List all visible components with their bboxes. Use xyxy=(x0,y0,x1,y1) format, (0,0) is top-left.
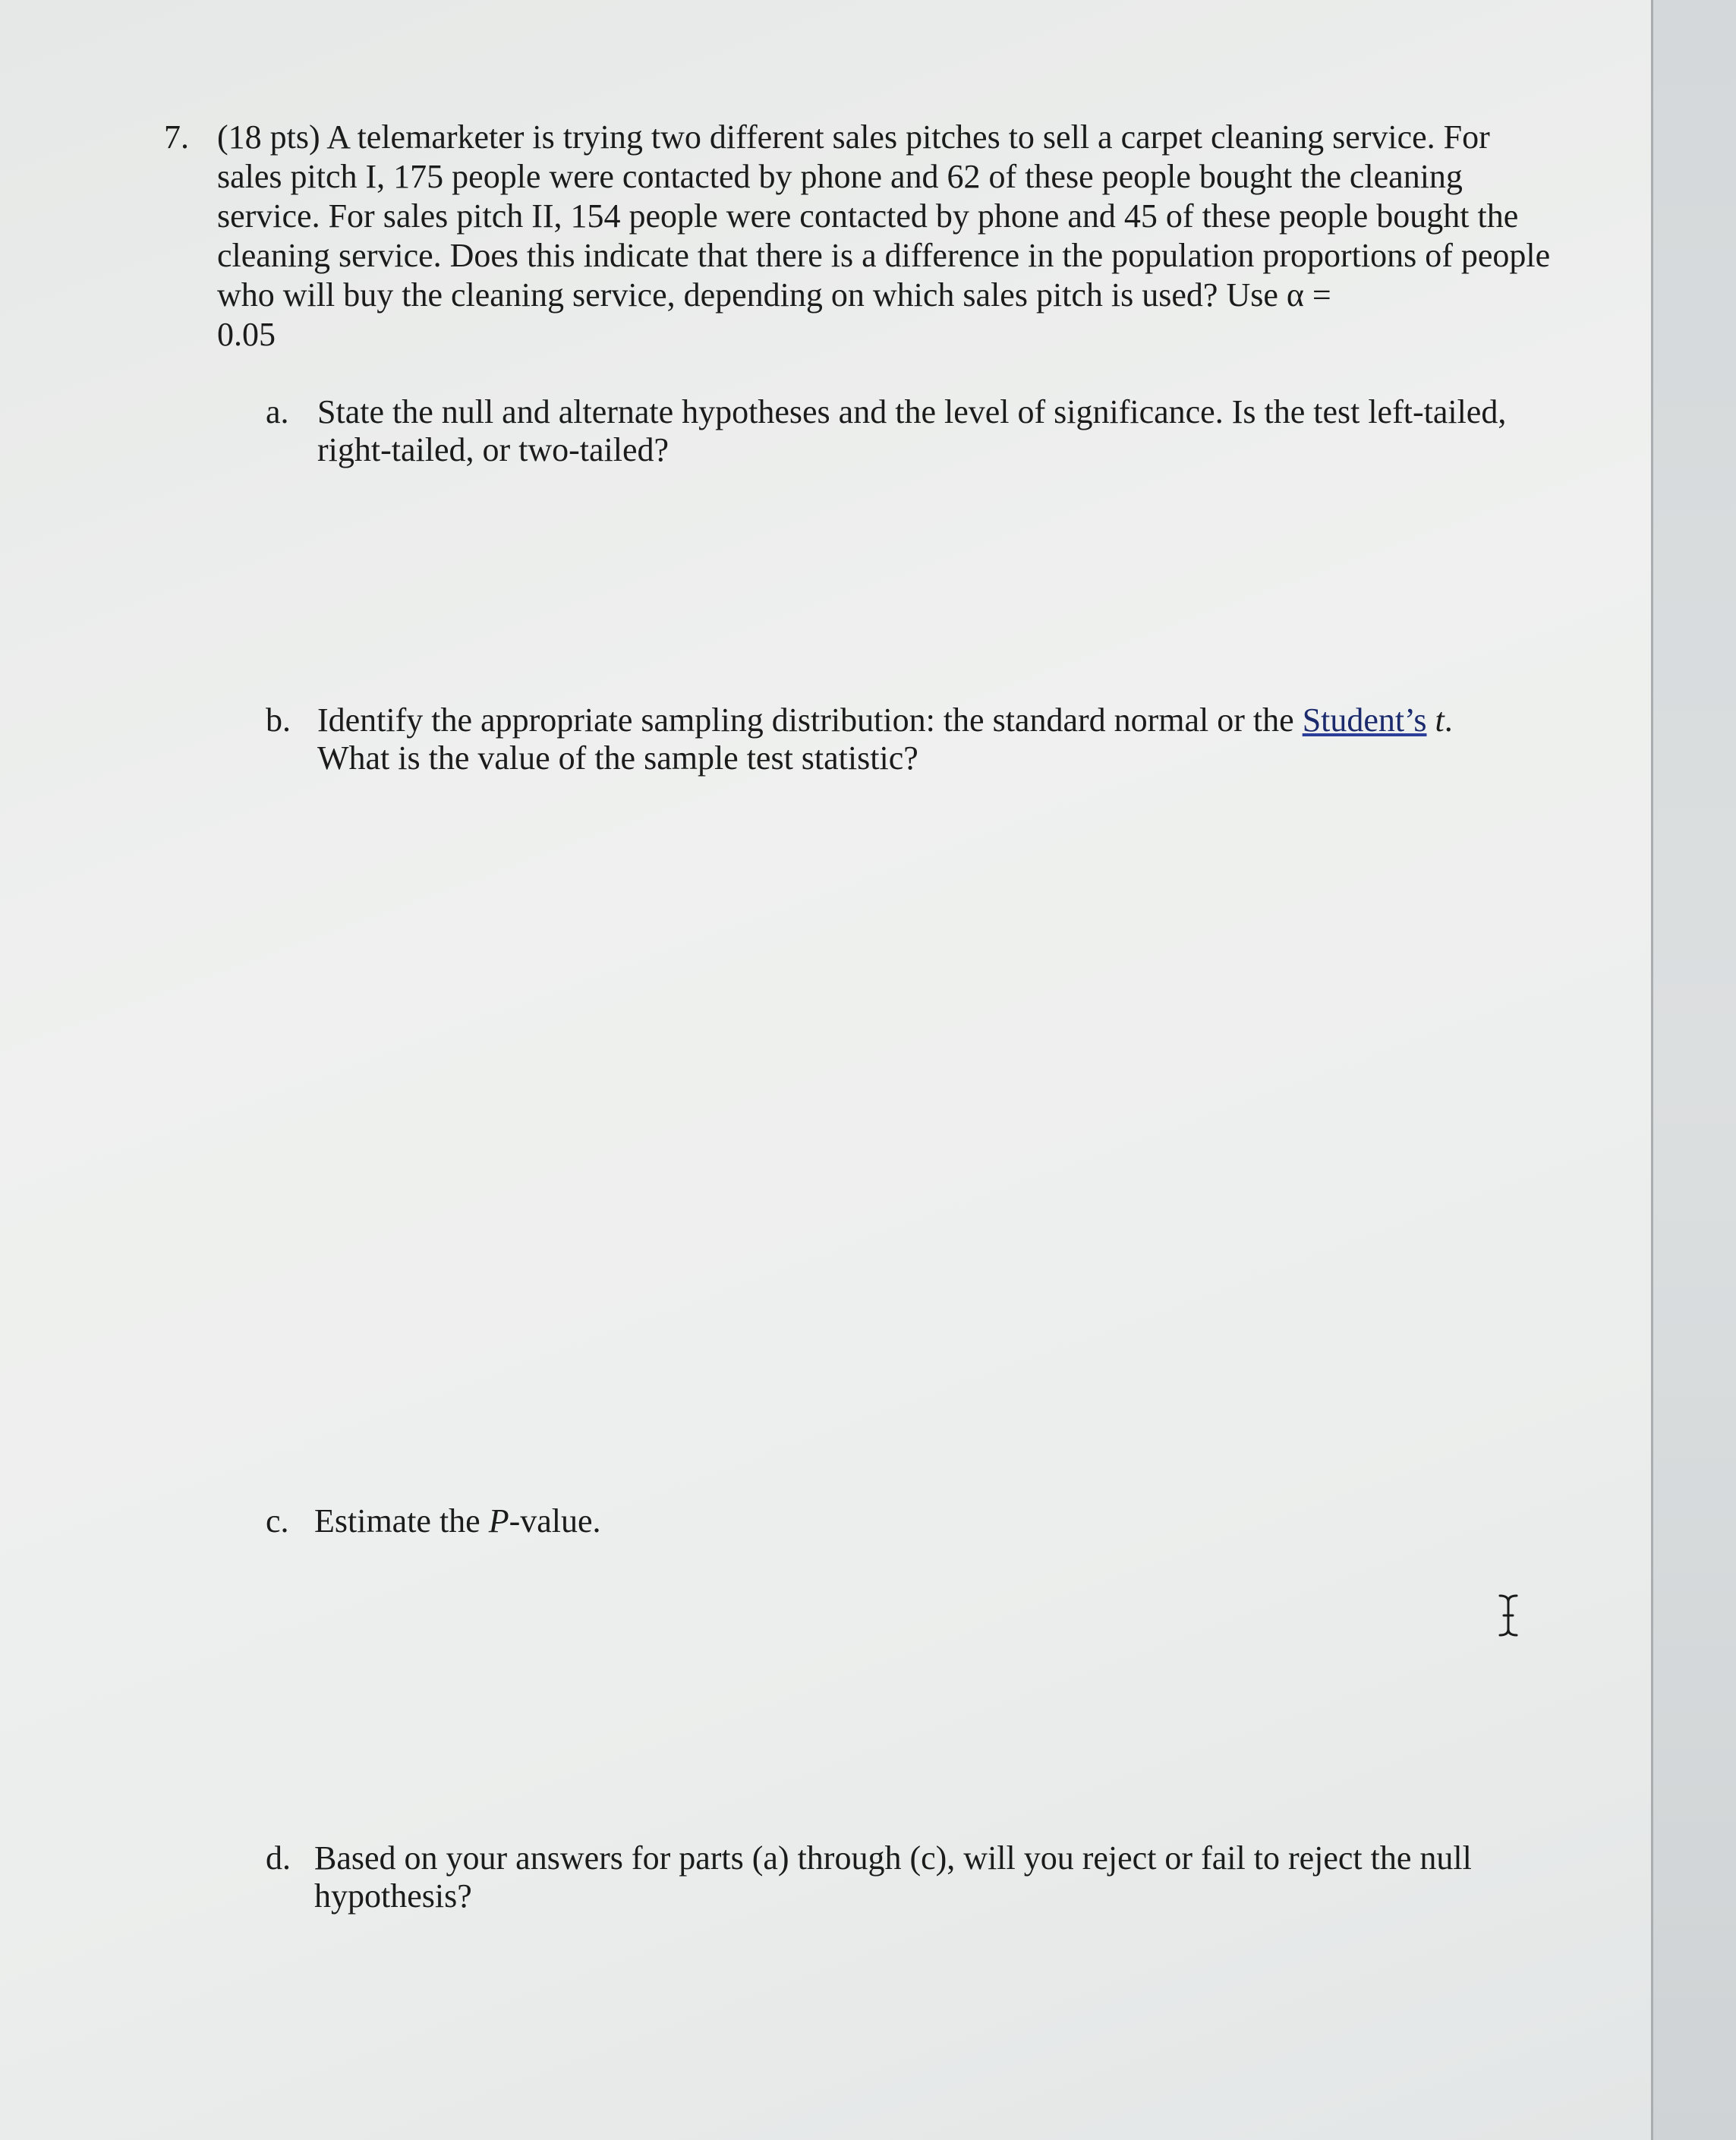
part-c-text xyxy=(314,1502,1529,1540)
alpha-value: 0.05 xyxy=(217,316,276,353)
part-d-letter: d. xyxy=(266,1839,291,1877)
question-text xyxy=(217,118,1553,355)
students-link[interactable]: Student’s xyxy=(1302,701,1427,739)
part-d-text: Based on your answers for parts (a) through (c), will you reject or fail to reject the null hypothesis? xyxy=(314,1839,1472,1915)
p-symbol: P xyxy=(488,1502,509,1540)
part-a-text: State the null and alternate hypotheses and the level of significance. Is the test left-tailed, right-tailed, or two-tailed? xyxy=(317,393,1507,468)
part-b-period: . xyxy=(1444,701,1453,739)
part-c-suffix: -value. xyxy=(509,1502,601,1540)
part-a-letter: a. xyxy=(266,393,289,430)
question-points: (18 pts) xyxy=(217,118,320,156)
part-b-prompt: Identify the appropriate sampling distribution: the standard normal or the xyxy=(317,701,1294,739)
part-c-letter: c. xyxy=(266,1502,289,1540)
t-symbol: t xyxy=(1435,701,1445,739)
part-b-letter: b. xyxy=(266,701,291,739)
question-number: 7. xyxy=(164,118,189,156)
part-b-text xyxy=(317,701,1532,777)
background-margin xyxy=(1653,0,1736,2140)
question-prompt: A telemarketer is trying two different sales pitches to sell a carpet cleaning service. For sales pitch I, 175 people were contacted by phone and 62 of these people bought the cleaning service. For sales pitch II, 154 people were contacted by phone and 45 of these people bought the cleaning service. Does this indicate that there is a difference in the population proportions of people who will buy the cleaning service, depending on which sales pitch is used? Use α = xyxy=(217,118,1551,314)
text-cursor-icon xyxy=(1497,1593,1520,1638)
part-b-line2: What is the value of the sample test statistic? xyxy=(317,739,918,777)
part-c-prompt: Estimate the xyxy=(314,1502,480,1540)
